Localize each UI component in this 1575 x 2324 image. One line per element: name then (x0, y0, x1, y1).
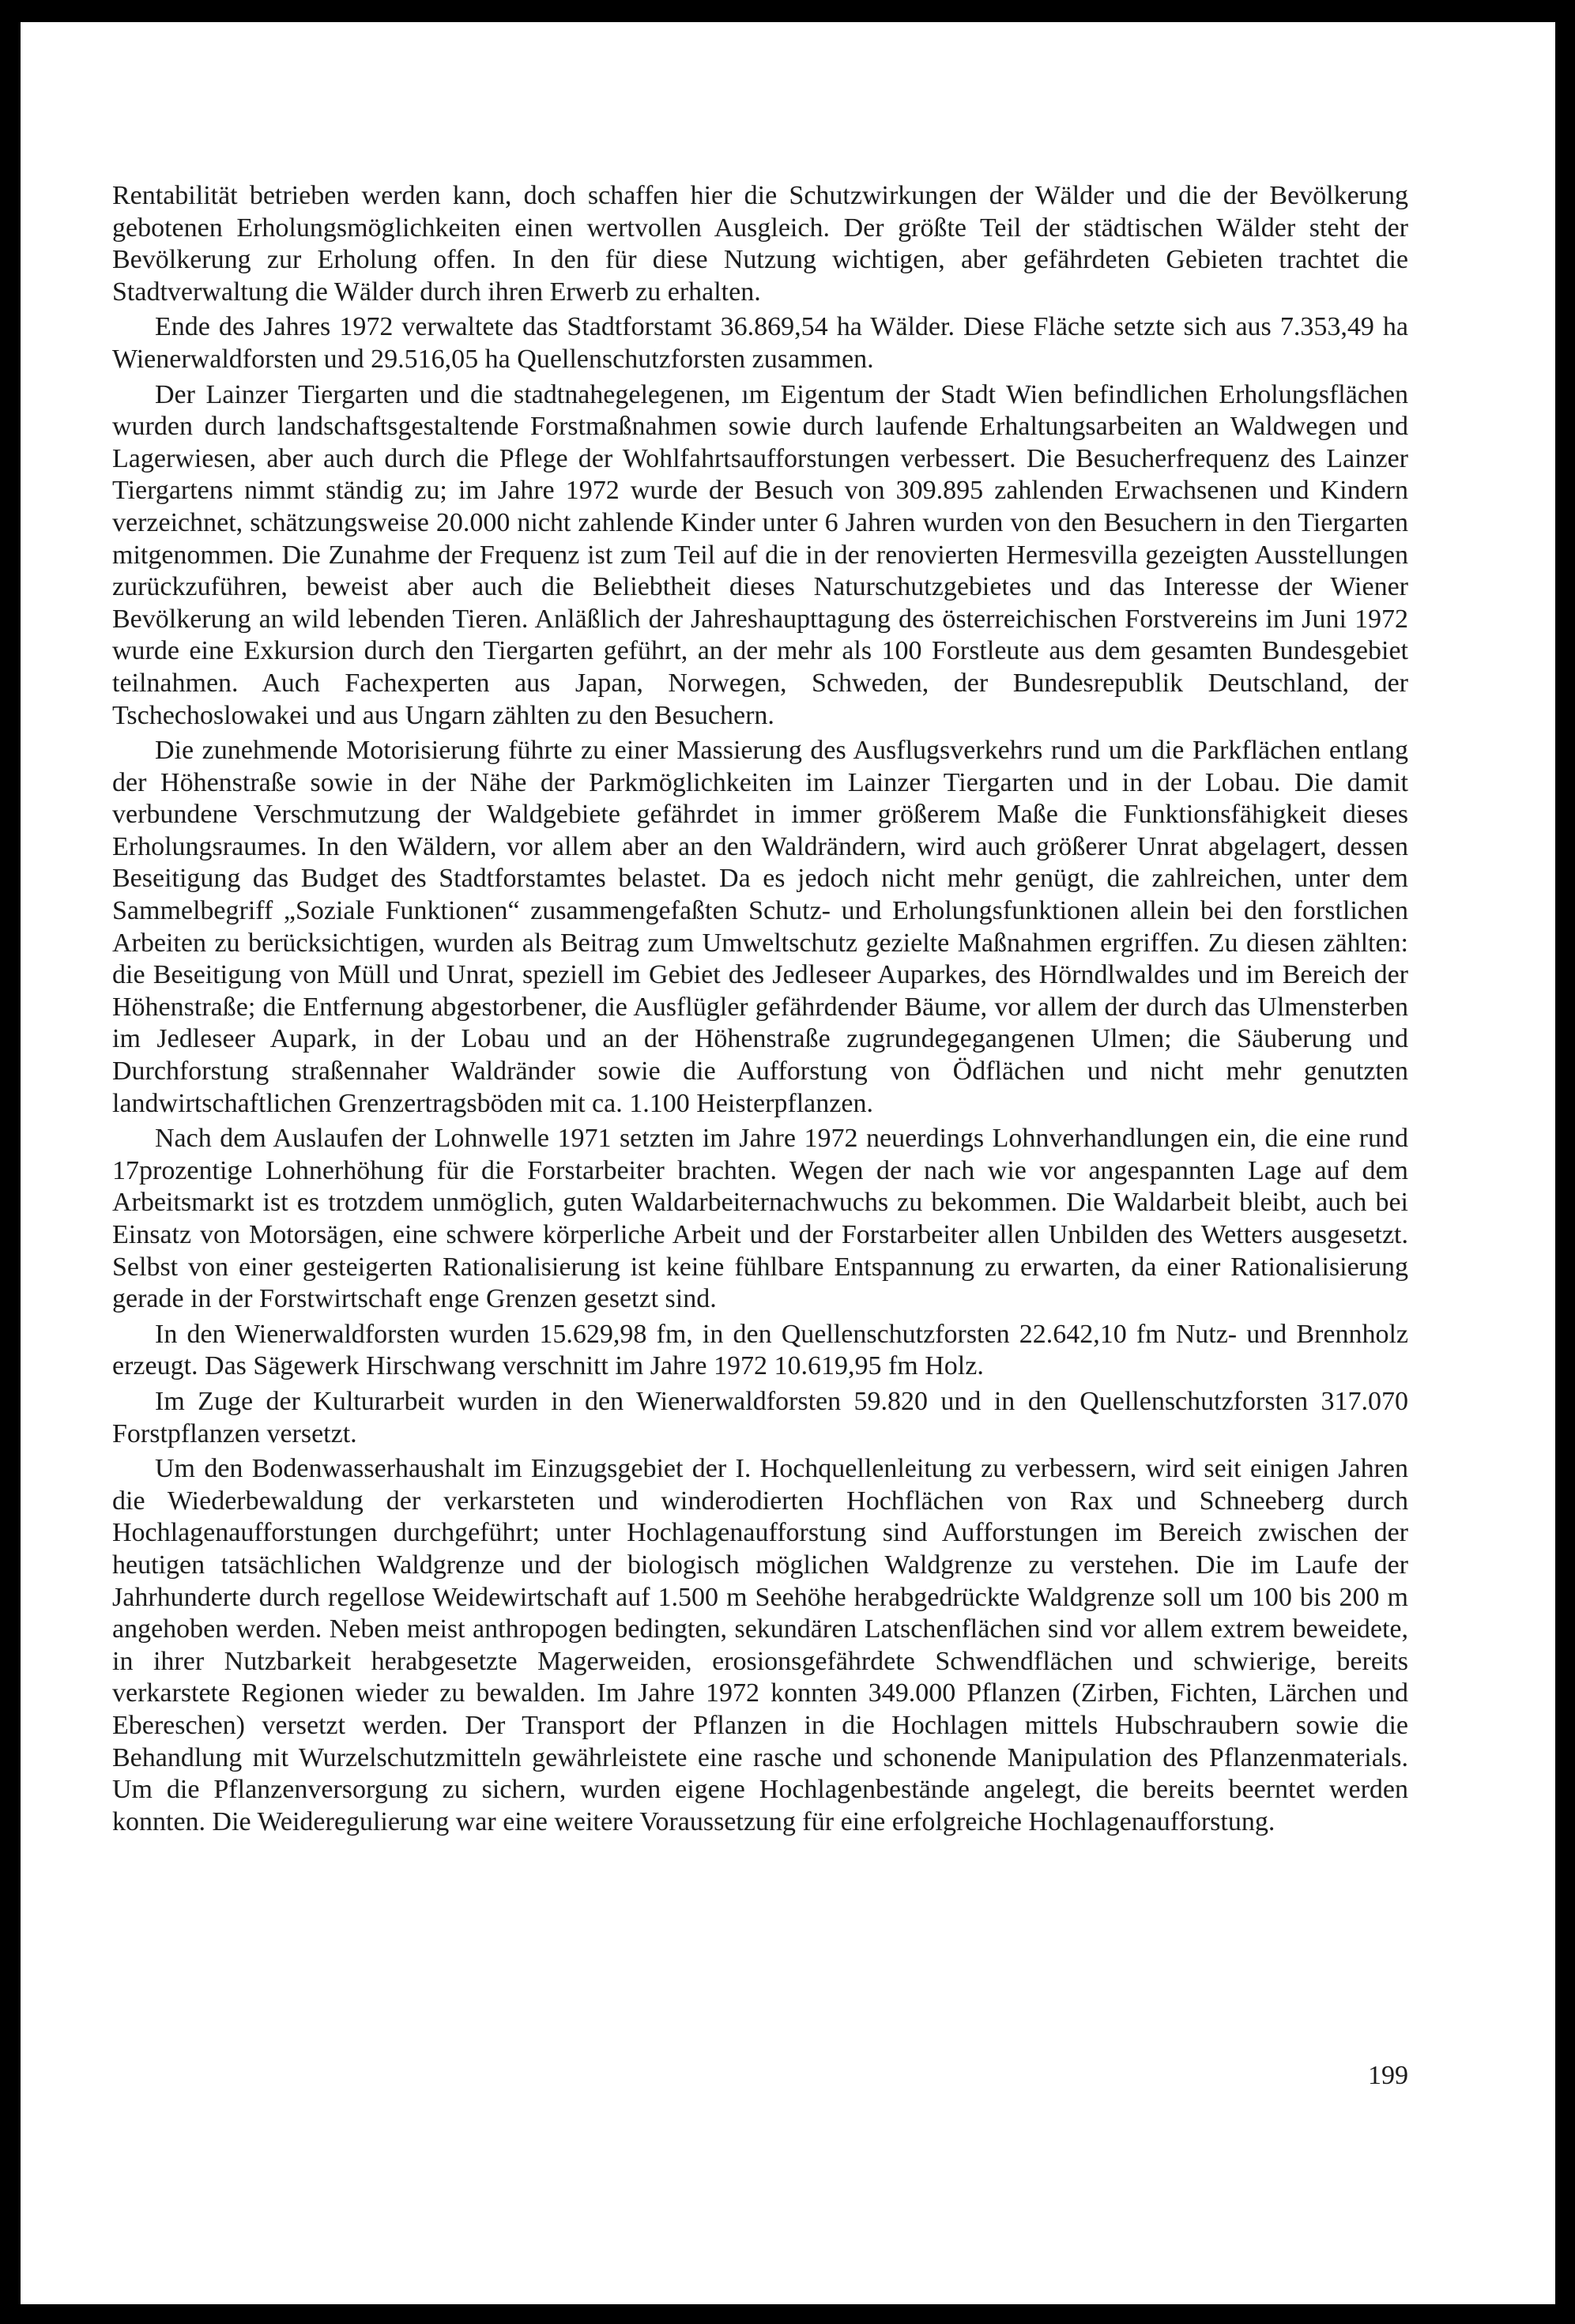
paragraph-4: Die zunehmende Motorisierung führte zu einer Massierung des Ausflugsverkehrs rund um die Parkflächen entlang der Höhenstraße sowie in der Nähe der Parkmöglichkeiten im Lainzer Tiergarten und in der Lobau. Die damit verbundene Verschmutzung der Waldgebiete gefährdet in immer größerem Maße die Funktionsfähigkeit dieses Erholungsraumes. In den Wäldern, vor allem aber an den Waldrändern, wird auch größerer Unrat abgelagert, dessen Beseitigung das Budget des Stadtforstamtes belastet. Da es jedoch nicht mehr genügt, die zahlreichen, unter dem Sammelbegriff „Soziale Funktionen“ zusammengefaßten Schutz- und Erholungsfunktionen allein bei den forstlichen Arbeiten zu berücksichtigen, wurden als Beitrag zum Umweltschutz gezielte Maßnahmen ergriffen. Zu diesen zählten: die Beseitigung von Müll und Unrat, speziell im Gebiet des Jedleseer Auparkes, des Hörndlwaldes und im Bereich der Höhenstraße; die Entfernung abgestorbener, die Ausflügler gefährdender Bäume, vor allem der durch das Ulmensterben im Jedleseer Aupark, in der Lobau und an der Höhenstraße zugrundegegangenen Ulmen; die Säuberung und Durchforstung straßennaher Waldränder sowie die Aufforstung von Ödflächen und nicht mehr genutzten landwirtschaftlichen Grenzertragsböden mit ca. 1.100 Heisterpflanzen. (112, 736, 1408, 1118)
paragraph-2: Ende des Jahres 1972 verwaltete das Stadtforstamt 36.869,54 ha Wälder. Diese Fläche setzte sich aus 7.353,49 ha Wienerwaldforsten und 29.516,05 ha Quellenschutzforsten zusammen. (112, 312, 1408, 374)
body-text (112, 180, 1408, 1841)
paragraph-3: Der Lainzer Tiergarten und die stadtnahegelegenen, ım Eigentum der Stadt Wien befindlichen Erholungsflächen wurden durch landschaftsgestaltende Forstmaßnahmen sowie durch laufende Erhaltungsarbeiten an Waldwegen und Lagerwiesen, aber auch durch die Pflege der Wohlfahrtsaufforstungen verbessert. Die Besucherfrequenz des Lainzer Tiergartens nimmt ständig zu; im Jahre 1972 wurde der Besuch von 309.895 zahlenden Erwachsenen und Kindern verzeichnet, schätzungsweise 20.000 nicht zahlende Kinder unter 6 Jahren wurden von den Besuchern in den Tiergarten mitgenommen. Die Zunahme der Frequenz ist zum Teil auf die in der renovierten Hermesvilla gezeigten Ausstellungen zurückzuführen, beweist aber auch die Beliebtheit dieses Naturschutzgebietes und das Interesse der Wiener Bevölkerung an wild lebenden Tieren. Anläßlich der Jahreshaupttagung des österreichischen Forstvereins im Juni 1972 wurde eine Exkursion durch den Tiergarten geführt, an der mehr als 100 Forstleute aus dem gesamten Bundesgebiet teilnahmen. Auch Fachexperten aus Japan, Norwegen, Schweden, der Bundesrepublik Deutschland, der Tschechoslowakei und aus Ungarn zählten zu den Besuchern. (112, 379, 1408, 730)
page-number: 199 (1368, 2061, 1408, 2090)
paragraph-8: Um den Bodenwasserhaushalt im Einzugsgebiet der I. Hochquellenleitung zu verbessern, wird seit einigen Jahren die Wiederbewaldung der verkarsteten und winderodierten Hochflächen von Rax und Schneeberg durch Hochlagenaufforstungen durchgeführt; unter Hochlagenaufforstung sind Aufforstungen im Bereich zwischen der heutigen tatsächlichen Waldgrenze und der biologisch möglichen Waldgrenze zu verstehen. Die im Laufe der Jahrhunderte durch regellose Weidewirtschaft auf 1.500 m Seehöhe herabgedrückte Waldgrenze soll um 100 bis 200 m angehoben werden. Neben meist anthropogen bedingten, sekundären Latschenflächen sind vor allem extrem beweidete, in ihrer Nutzbarkeit herabgesetzte Magerweiden, erosionsgefährdete Schwendflächen und schwierige, bereits verkarstete Regionen wieder zu bewalden. Im Jahre 1972 konnten 349.000 Pflanzen (Zirben, Fichten, Lärchen und Ebereschen) versetzt werden. Der Transport der Pflanzen in die Hochlagen mittels Hubschraubern sowie die Behandlung mit Wurzelschutzmitteln gewährleistete eine rasche und schonende Manipulation des Pflanzenmaterials. Um die Pflanzenversorgung zu sichern, wurden eigene Hochlagenbestände angelegt, die bereits beerntet werden konnten. Die Weideregulierung war eine weitere Voraussetzung für eine erfolgreiche Hochlagenaufforstung. (112, 1454, 1408, 1836)
paragraph-5: Nach dem Auslaufen der Lohnwelle 1971 setzten im Jahre 1972 neuerdings Lohnverhandlungen ein, die eine rund 17prozentige Lohnerhöhung für die Forstarbeiter brachten. Wegen der nach wie vor angespannten Lage auf dem Arbeitsmarkt ist es trotzdem unmöglich, guten Waldarbeiternachwuchs zu bekommen. Die Waldarbeit bleibt, auch bei Einsatz von Motorsägen, eine schwere körperliche Arbeit und der Forstarbeiter allen Unbilden des Wetters ausgesetzt. Selbst von einer gesteigerten Rationalisierung ist keine fühlbare Entspannung zu erwarten, da einer Rationalisierung gerade in der Forstwirtschaft enge Grenzen gesetzt sind. (112, 1124, 1408, 1314)
paragraph-1: Rentabilität betrieben werden kann, doch schaffen hier die Schutzwirkungen der Wälder und die der Bevölkerung gebotenen Erholungsmöglichkeiten einen wertvollen Ausgleich. Der größte Teil der städtischen Wälder steht der Bevölkerung zur Erholung offen. In den für diese Nutzung wichtigen, aber gefährdeten Gebieten trachtet die Stadtverwaltung die Wälder durch ihren Erwerb zu erhalten. (112, 181, 1408, 307)
paragraph-6: In den Wienerwaldforsten wurden 15.629,98 fm, in den Quellenschutzforsten 22.642,10 fm Nutz- und Brennholz erzeugt. Das Sägewerk Hirschwang verschnitt im Jahre 1972 10.619,95 fm Holz. (112, 1319, 1408, 1381)
paragraph-7: Im Zuge der Kulturarbeit wurden in den Wienerwaldforsten 59.820 und in den Quellenschutzforsten 317.070 Forstpflanzen versetzt. (112, 1386, 1408, 1448)
document-page (21, 22, 1555, 2304)
